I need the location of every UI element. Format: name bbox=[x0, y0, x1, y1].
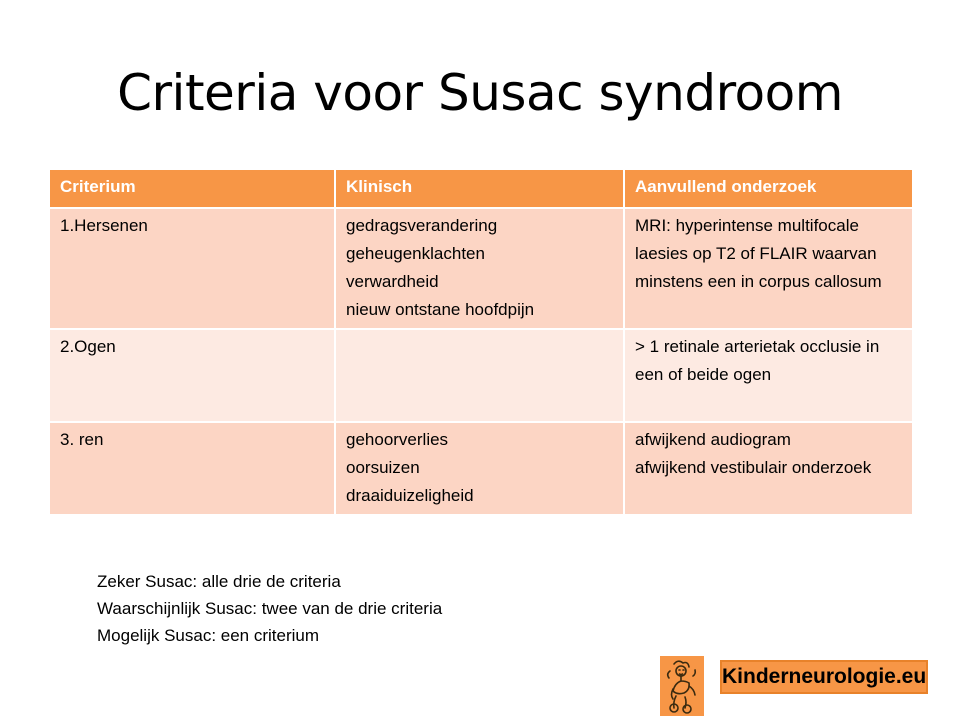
note-zeker: Zeker Susac: alle drie de criteria bbox=[97, 572, 341, 591]
cell-onderzoek: > 1 retinale arterietak occlusie in een of beide ogen bbox=[624, 329, 913, 422]
cell-line: geheugenklachten bbox=[346, 244, 485, 263]
note-waarschijnlijk: Waarschijnlijk Susac: twee van de drie criteria bbox=[97, 599, 443, 618]
cell-klinisch bbox=[335, 422, 624, 515]
cell-line: afwijkend vestibulair onderzoek bbox=[635, 458, 872, 477]
child-drawing-icon bbox=[660, 656, 704, 716]
criteria-notes bbox=[97, 568, 442, 649]
cell-line: gedragsverandering bbox=[346, 216, 498, 235]
table-row bbox=[49, 329, 913, 422]
note-mogelijk: Mogelijk Susac: een criterium bbox=[97, 626, 320, 645]
header-aanvullend-onderzoek: Aanvullend onderzoek bbox=[624, 169, 913, 208]
table-header-row bbox=[49, 169, 913, 208]
logo-text[interactable]: Kinderneurologie.eu bbox=[722, 665, 927, 688]
cell-line: verwardheid bbox=[346, 272, 439, 291]
kinderneurologie-logo[interactable] bbox=[660, 656, 930, 718]
cell-criterium: 1.Hersenen bbox=[49, 208, 335, 329]
table-row bbox=[49, 208, 913, 329]
table-row bbox=[49, 422, 913, 515]
slide-title: Criteria voor Susac syndroom bbox=[117, 64, 843, 122]
header-criterium: Criterium bbox=[49, 169, 335, 208]
cell-line: afwijkend audiogram bbox=[635, 430, 791, 449]
header-klinisch: Klinisch bbox=[335, 169, 624, 208]
logo-text-box[interactable] bbox=[720, 660, 928, 694]
cell-onderzoek: MRI: hyperintense multifocale laesies op T2 of FLAIR waarvan minstens een in corpus callosum bbox=[624, 208, 913, 329]
cell-criterium: 2.Ogen bbox=[49, 329, 335, 422]
cell-onderzoek bbox=[624, 422, 913, 515]
cell-criterium: 3. ren bbox=[49, 422, 335, 515]
cell-line: draaiduizeligheid bbox=[346, 486, 474, 505]
cell-line: nieuw ontstane hoofdpijn bbox=[346, 300, 535, 319]
cell-klinisch bbox=[335, 329, 624, 422]
cell-klinisch bbox=[335, 208, 624, 329]
cell-line: gehoorverlies bbox=[346, 430, 449, 449]
criteria-table bbox=[48, 168, 914, 516]
cell-line: oorsuizen bbox=[346, 458, 420, 477]
